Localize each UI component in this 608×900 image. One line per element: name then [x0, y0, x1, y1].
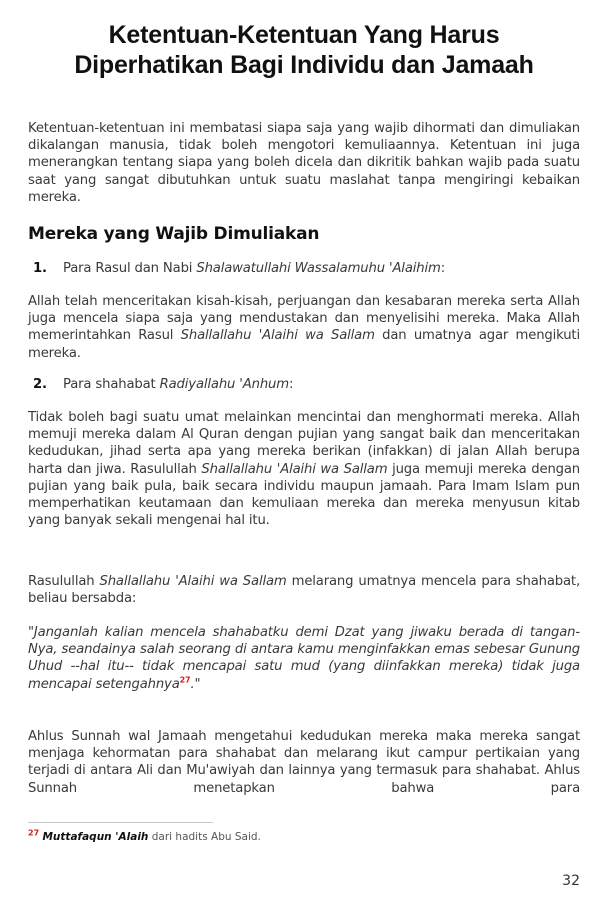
footnote — [28, 828, 261, 843]
page-title-line-2: Diperhatikan Bagi Individu dan Jamaah — [74, 51, 534, 79]
ahlus-sunnah-paragraph: Ahlus Sunnah wal Jamaah mengetahui kedudukan mereka maka mereka sangat menjaga kehormatan para shahabat dan melarang ikut campur pertikaian yang terjadi di antara Ali dan Mu'awiyah dan lainnya yang termasuk para shahabat. Ahlus Sunnah menetapkan bahwa para — [28, 729, 580, 796]
paragraph-text: Rasulullah — [28, 574, 100, 589]
page-title-line-1: Ketentuan-Ketentuan Yang Harus — [108, 21, 500, 49]
footnote-divider — [28, 822, 213, 823]
page-number: 32 — [562, 873, 580, 889]
quote-text: "Janganlah kalian mencela shahabatku demi Dzat yang jiwaku berada di tangan-Nya, seandainya salah seorang di antara kamu menginfakkan emas sebesar Gunung Uhud --hal itu-- tidak mencapai satu mud (yang diinfakkan mereka) tidak juga mencapai setengahnya — [28, 625, 580, 692]
paragraph-italic: Shallallahu 'Alaihi wa Sallam — [180, 328, 375, 344]
item-2-paragraph — [28, 409, 580, 529]
list-item-label: Para Rasul dan Nabi — [63, 261, 197, 276]
paragraph-text-end: juga memuji mereka dengan pujian yang baik pula, baik secara individu maupun jamaah. Para Imam Islam pun memperhatikan keutamaan dan kemuliaan mereka dan mereka menyusun kitab yang banyak sekali mengenai hal itu. — [28, 461, 581, 529]
list-item-label-end: : — [440, 261, 445, 276]
paragraph-italic: Shallallahu 'Alaihi wa Sallam — [201, 461, 388, 477]
paragraph-text: Tidak boleh bagi suatu umat melainkan mencintai dan menghormati mereka. Allah memuji mereka dalam Al Quran dengan pujian yang sangat baik dan menceritakan kedudukan, jihad serta apa yang mereka berikan (infakkan) di jalan Allah berupa harta dan jiwa. Rasulullah — [28, 410, 580, 477]
list-item-label-end: : — [288, 377, 294, 392]
page-title — [0, 20, 608, 80]
list-item-number: 1. — [33, 261, 47, 276]
footnote-text: dari hadits Abu Said. — [148, 831, 261, 843]
paragraph-text-end: dan umatnya agar mengikuti mereka. — [28, 328, 580, 361]
footnote-reference-link[interactable]: 27 — [179, 675, 191, 685]
list-item-number: 2. — [33, 377, 47, 392]
paragraph-text: Allah telah menceritakan kisah-kisah, perjuangan dan kesabaran mereka serta Allah juga mencela siapa saja yang mendustakan dan menyelisihi mereka. Maka Allah memerintahkan Rasul — [28, 294, 580, 344]
item-1-paragraph — [28, 293, 580, 362]
rasulullah-paragraph — [28, 573, 580, 607]
list-item-label-italic: Shalawatullahi Wassalamuhu 'Alaihim — [196, 261, 441, 276]
paragraph-italic: Shallallahu 'Alaihi wa Sallam — [99, 574, 287, 589]
paragraph-text-end: melarang umatnya mencela para shahabat, beliau bersabda: — [28, 574, 580, 607]
hadith-quote — [28, 624, 580, 693]
list-item-label-italic: Radiyallahu 'Anhum — [159, 377, 289, 392]
list-item-label: Para shahabat — [63, 377, 160, 392]
list-item-2 — [33, 377, 293, 392]
section-heading: Mereka yang Wajib Dimuliakan — [28, 224, 320, 244]
list-item-1 — [33, 261, 445, 276]
quote-text-end: ." — [190, 676, 201, 692]
footnote-source: Muttafaqun 'Alaih — [42, 831, 149, 843]
footnote-number: 27 — [28, 828, 40, 838]
intro-paragraph: Ketentuan-ketentuan ini membatasi siapa saja yang wajib dihormati dan dimuliakan dikalangan manusia, tidak boleh mengotori kemuliaannya. Ketentuan ini juga menerangkan tentang siapa yang boleh dicela dan dikritik bahkan wajib pada suatu saat yang sangat dibutuhkan untuk suatu maslahat tanpa mengiringi kebaikan mereka. — [28, 121, 580, 205]
